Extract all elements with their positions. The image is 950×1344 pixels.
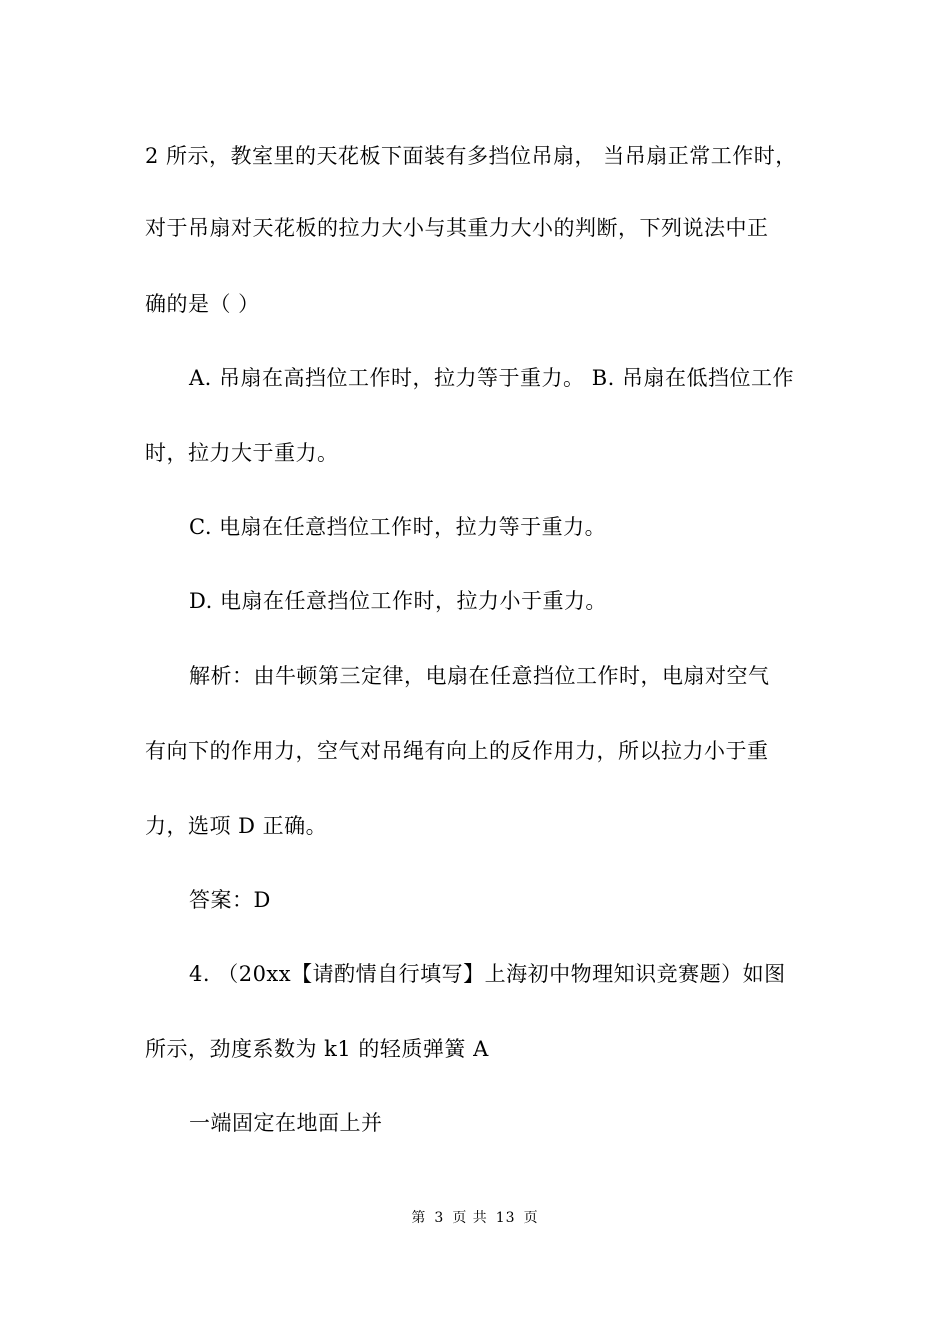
- page-footer: [0, 1208, 950, 1228]
- text-line: 对于吊扇对天花板的拉力大小与其重力大小的判断，下列说法中正: [145, 216, 769, 240]
- question-4-line: 4. （20xx【请酌情自行填写】上海初中物理知识竞赛题）如图: [189, 962, 786, 986]
- text-line: 力，选项 D 正确。: [145, 814, 328, 838]
- footer-total-pages: 13: [495, 1210, 516, 1226]
- analysis-line: 解析：由牛顿第三定律，电扇在任意挡位工作时，电扇对空气: [189, 664, 770, 688]
- text-line: 所示，劲度系数为 k1 的轻质弹簧 A: [145, 1037, 489, 1061]
- footer-middle: 页 共: [452, 1210, 488, 1226]
- answer-line: 答案：D: [189, 888, 271, 912]
- option-d-line: D. 电扇在任意挡位工作时，拉力小于重力。: [189, 589, 607, 613]
- text-line: 2 所示，教室里的天花板下面装有多挡位吊扇， 当吊扇正常工作时，: [145, 144, 797, 168]
- text-line: 确的是（ ）: [145, 292, 260, 316]
- footer-suffix: 页: [523, 1210, 539, 1226]
- footer-prefix: 第: [411, 1210, 427, 1226]
- text-line: 有向下的作用力，空气对吊绳有向上的反作用力，所以拉力小于重: [145, 739, 769, 763]
- text-line: 一端固定在地面上并: [189, 1111, 383, 1135]
- option-c-line: C. 电扇在任意挡位工作时，拉力等于重力。: [189, 515, 607, 539]
- option-a-line: A. 吊扇在高挡位工作时，拉力等于重力。 B. 吊扇在低挡位工作: [189, 366, 794, 390]
- text-line: 时，拉力大于重力。: [145, 441, 339, 465]
- footer-page-number: 3: [434, 1210, 445, 1226]
